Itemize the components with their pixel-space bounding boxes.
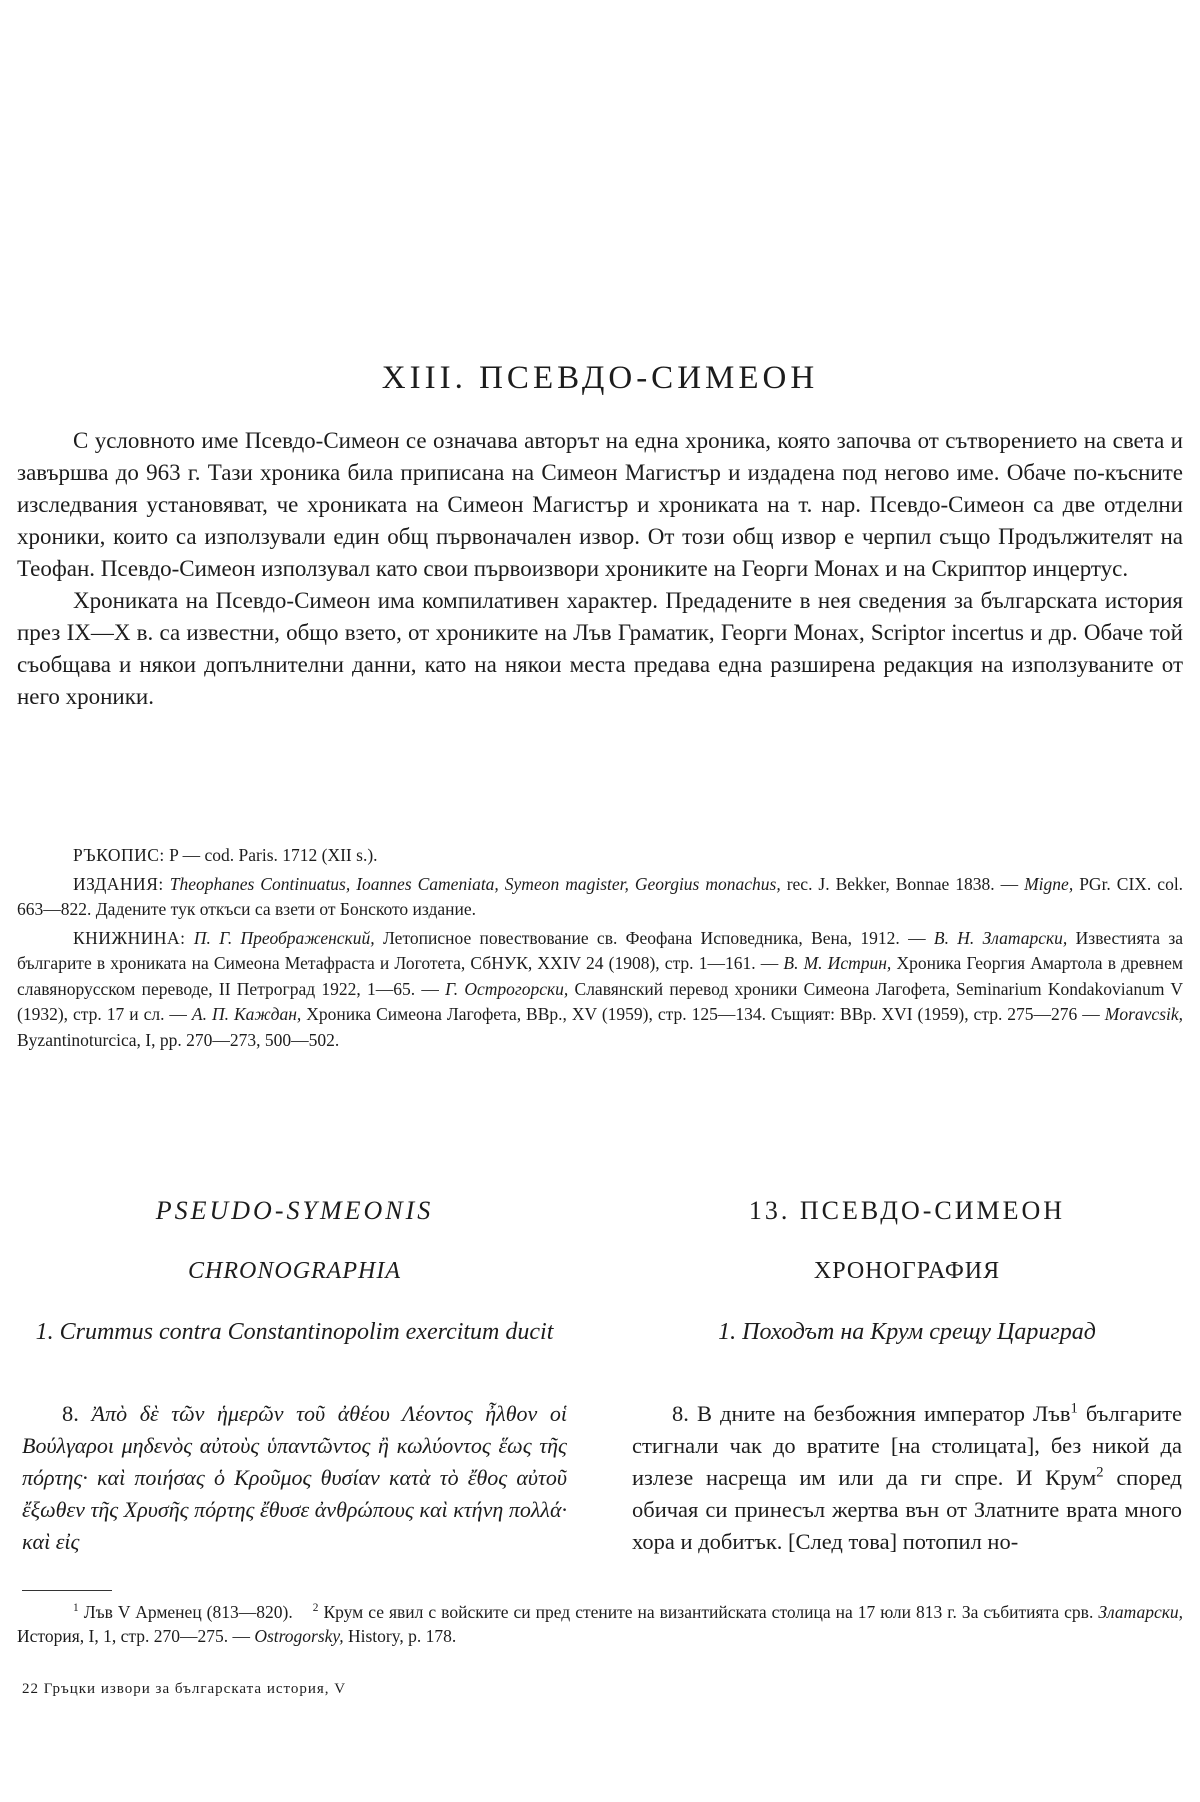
left-column-subtitle: CHRONOGRAPHIA bbox=[188, 1258, 401, 1284]
footnote-2-number: 2 bbox=[312, 1602, 319, 1615]
literature-author-5: А. П. Каждан, bbox=[191, 1004, 302, 1024]
right-column-title: 13. ПСЕВДО-СИМЕОН bbox=[748, 1196, 1066, 1225]
manuscript-text: P — cod. Paris. 1712 (XII s.). bbox=[169, 845, 378, 865]
bulgarian-passage bbox=[632, 1398, 1182, 1558]
literature-entry bbox=[17, 926, 1183, 1054]
literature-author-6: Moravcsik, bbox=[1104, 1004, 1184, 1024]
left-column-heading: 1. Crummus contra Constantinopolim exercitum ducit bbox=[35, 1319, 554, 1345]
bulgarian-text-1: В дните на безбожния император Лъв bbox=[696, 1401, 1071, 1426]
bibliography bbox=[17, 843, 1183, 1056]
footnotes bbox=[17, 1600, 1183, 1648]
greek-section-number: 8. bbox=[62, 1401, 79, 1426]
literature-text-5: Хроника Симеона Лагофета, ВВр., XV (1959), стр. 125—134. Същият: ВВр. XVI (1959), стр. 275—276 — bbox=[306, 1004, 1100, 1024]
literature-text-6: Byzantinoturcica, I, pp. 270—273, 500—502. bbox=[17, 1029, 340, 1050]
greek-text: Ἀπὸ δὲ τῶν ἡμερῶν τοῦ ἀθέου Λέοντος ἦλθον οἱ Βούλγαροι μηδενὸς αὐτοὺς ὑπαντῶντος ἢ κωλύοντος ἕως τῆς πόρτης· καὶ ποιήσας ὁ Κροῦμος θυσίαν κατὰ τὸ ἔθος αὐτοῦ ἔξωθεν τῆς Χρυσῆς πόρτης ἔθυσε ἀνθρώπους καὶ κτήνη πολλά· καὶ εἰς bbox=[22, 1401, 568, 1554]
left-column-title: PSEUDO-SYMEONIS bbox=[155, 1196, 434, 1225]
bulgarian-section-number: 8. bbox=[672, 1401, 689, 1426]
footnote-2-text-3: History, p. 178. bbox=[348, 1626, 457, 1646]
footnote-2-italic-1: Златарски, bbox=[1098, 1602, 1184, 1622]
footnote-2-italic-2: Ostrogorsky, bbox=[254, 1626, 344, 1646]
latin-greek-column bbox=[22, 1196, 567, 1558]
bulgarian-text-3: според обичая си принесъл жертва вън от Златните врата много хора и добитък. [След това] потопил но- bbox=[632, 1465, 1182, 1554]
intro-paragraph-1: С условното име Псевдо-Симеон се означава авторът на една хроника, която започва от сътворението на света и завършва до 963 г. Тази хроника била приписана на Симеон Магистър и издадена под негово име. Обаче по-късните изследвания установяват, че хрониката на Симеон Магистър и хрониката на т. нар. Псевдо-Симеон са две отделни хроники, които са използували един общ първоначален извор. От този общ извор е черпил също Продължителят на Теофан. Псевдо-Симеон използувал като свои първоизвори хрониките на Георги Монах и на Скриптор инцертус. bbox=[17, 428, 1183, 581]
right-column-subtitle: ХРОНОГРАФИЯ bbox=[813, 1258, 1001, 1284]
literature-text-4: Славянский перевод хроники Симеона Лагофета, Seminarium Kondakovianum V (1932), стр. 17 и сл. — bbox=[17, 978, 1184, 1024]
editions-text-1: rec. J. Bekker, Bonnae 1838. — bbox=[786, 873, 1019, 894]
literature-author-3: В. М. Истрин, bbox=[783, 953, 892, 973]
footnote-divider bbox=[22, 1590, 112, 1591]
editions-italic-2: Migne, bbox=[1024, 873, 1074, 894]
manuscript-label: РЪКОПИС: bbox=[73, 845, 165, 865]
chapter-title: XIII. ПСЕВДО-СИМЕОН bbox=[381, 360, 819, 396]
intro-section bbox=[17, 425, 1183, 713]
literature-text-1: Летописное повествование св. Феофана Исповедника, Вена, 1912. — bbox=[382, 927, 926, 948]
footnote-1-number: 1 bbox=[73, 1602, 79, 1615]
editions-entry bbox=[17, 872, 1183, 923]
footnote-ref-1[interactable]: 1 bbox=[1070, 1400, 1078, 1417]
footnote-2-text: Крум се явил с войските си пред стените на византийската столица на 17 юли 813 г. За събитията срв. bbox=[323, 1602, 1094, 1622]
literature-author-1: П. Г. Преображенский, bbox=[193, 927, 375, 948]
literature-author-4: Г. Острогорски, bbox=[445, 978, 569, 999]
footnote-entries bbox=[17, 1600, 1183, 1648]
footnote-ref-2[interactable]: 2 bbox=[1096, 1464, 1104, 1481]
editions-text-2: PGr. CIX. col. 663—822. Дадените тук откъси са взети от Бонското издание. bbox=[17, 873, 1184, 919]
greek-passage bbox=[22, 1398, 567, 1558]
bulgarian-text-2: българите стигнали чак до вратите [на столицата], без никой да излезе насреща им или да ги спре. И Крум bbox=[632, 1401, 1182, 1490]
editions-italic-1: Theophanes Continuatus, Ioannes Cameniata, Symeon magister, Georgius monachus, bbox=[169, 873, 781, 894]
page-footer: 22 Гръцки извори за българската история, V bbox=[22, 1681, 347, 1697]
literature-text-2: Известията за българите в хрониката на Симеона Метафраста и Логотета, СбНУК, XXIV 24 (1908), стр. 1—161. — bbox=[17, 927, 1184, 973]
bulgarian-column bbox=[632, 1196, 1182, 1558]
literature-label: КНИЖНИНА: bbox=[73, 927, 186, 948]
right-column-heading: 1. Походът на Крум срещу Цариград bbox=[718, 1319, 1096, 1345]
literature-text-3: Хроника Георгия Амартола в древнем славянорусском переводе, II Петроград 1922, 1—65. — bbox=[17, 953, 1184, 999]
manuscript-entry bbox=[17, 843, 1183, 869]
editions-label: ИЗДАНИЯ: bbox=[73, 873, 164, 894]
literature-author-2: В. Н. Златарски, bbox=[933, 927, 1068, 948]
footnote-1-text: Лъв V Арменец (813—820). bbox=[83, 1602, 293, 1622]
intro-paragraph-2: Хрониката на Псевдо-Симеон има компилативен характер. Предадените в нея сведения за българската история през IX—X в. са известни, общо взето, от хрониките на Лъв Граматик, Георги Монах, Scriptor incertus и др. Обаче той съобщава и някои допълнителни данни, като на някои места предава една разширена редакция на използуваните от него хроники. bbox=[17, 588, 1183, 709]
footnote-2-text-2: История, I, 1, стр. 270—275. — bbox=[17, 1626, 250, 1646]
